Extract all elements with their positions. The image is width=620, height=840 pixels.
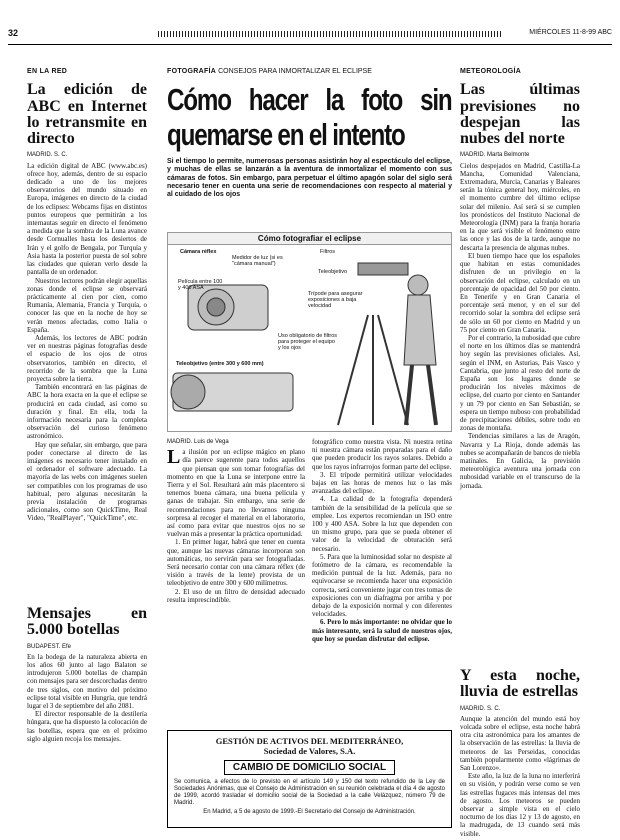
center-column-1 [167, 438, 305, 604]
left-paragraph: Nuestros lectores podrán elegir aquellas zonas donde el eclipse se observará prácticamente al cien por cien, como Rumanía, Alemania, Francia y Turquía, o conocer las que en la noche de hoy se verán menos afectadas, como Italia o España. [27, 276, 147, 334]
right-paragraph: El buen tiempo hace que los españoles que habitan en estas comunidades disfruten de un privilegio en la observación del eclipse, calculado en un porcentaje de opacidad del 50 por ciento. En Tenerife y en Gran Canaria el porcentaje será menor, y en el sur del recorrido solar la sombra del eclipse será de sólo un 60 por ciento en Madrid y un 75 por ciento en Gran Canaria. [460, 251, 580, 334]
tripod-telephoto-shape [358, 263, 408, 275]
label-telephoto: Teleobjetivo [318, 269, 348, 275]
ad-company: GESTIÓN DE ACTIVOS DEL MEDITERRÁNEO, [215, 736, 404, 746]
left-byline: MADRID. S. C. [27, 152, 68, 159]
drop-cap: L [167, 446, 181, 469]
right-paragraph: Aunque la atención del mundo está hoy volcada sobre el eclipse, esta noche habrá otra cita astronómica para los amantes de la observación de las estrellas: la lluvia de meteoros de las Perseidas, conocidas también popularmente como «lágrimas de San Lorenzo». [460, 714, 580, 773]
center-byline: MADRID. Luis de Vega [167, 439, 229, 445]
left-paragraph: La edición digital de ABC (www.abc.es) ofrece hoy, además, dentro de su espacio dedicado a uno de los mejores observatorios del mundo situado en Europa, imágenes en directo de la ciudad de los eclipses: Webcams fijas en distintos puntos europeos que permitirán a los internautas seguir en directo el fenómeno a medida que la sombra de la Luna avance desde Cornualles hasta los desiertos de Irán y el golfo de Bengala, por Turquía y Asia hasta la posterior puesta de sol sobre las ciudades que quieran verlo desde la pantalla de un ordenador. [27, 161, 147, 277]
center-paragraph: 3. El trípode permitirá utilizar velocidades bajas en las horas de menos luz o las más avanzadas del eclipse. [312, 470, 452, 496]
right-headline-2: Y esta noche, lluvia de estrellas [460, 667, 580, 701]
label-filters: Filtros [320, 249, 335, 255]
right-column [460, 68, 580, 490]
ad-signature: En Madrid, a 5 de agosto de 1999.-El Secretario del Consejo de Administración. [203, 809, 416, 815]
person-body-shape [404, 295, 436, 365]
person-leg-shape [428, 365, 436, 425]
header-rule [8, 44, 612, 45]
left-paragraph: Además, los lectores de ABC podrán ver en nuestras páginas fotografías desde el espacio de los ojos de otros observatorios, también en directo, el recorrido de la sombra que la Luna proyecta sobre la tierra. [27, 333, 147, 383]
center-paragraph: fotográfico como nuestra vista. Ni nuestra retina ni nuestra cámara están preparadas para el daño que pueden producir los rayos solares. Debido a que los rayos infrarrojos forman parte del eclipse. [312, 438, 452, 471]
camera-lens-inner-shape [207, 298, 225, 316]
right-byline: MADRID. Marta Belmonte [460, 152, 530, 159]
legal-notice-ad [167, 730, 452, 828]
label-camera: Cámara réflex [180, 249, 217, 255]
center-paragraph: 2. El uso de un filtro de densidad adecuado resulta imprescindible. [167, 587, 305, 604]
center-kicker-line [167, 68, 452, 76]
ad-title: CAMBIO DE DOMICILIO SOCIAL [224, 760, 395, 775]
center-paragraph: 4. La calidad de la fotografía dependerá también de la sensibilidad de la película que se emplee. Los expertos recomiendan un ISO entre 100 y 400 ASA. Sobre la luz que dependen con un mismo grupo, para que se pueda obtener el valor de la velocidad de obturación será necesario. [312, 495, 452, 553]
infographic-title: Cómo fotografiar el eclipse [168, 233, 451, 245]
left-paragraph: En la bodega de la naturaleza abierta en los años 60 junto al lago Balaton se introdujeron 5.000 botellas de champán con mensajes para ser descorchadas dentro de tres siglos, con motivo del próximo eclipse total visible en Hungría, que tendrá lugar el 3 de septiembre del año 2081. [27, 652, 147, 711]
label-meter: Medidor de luz (si es "cámara manual") [232, 255, 283, 268]
center-paragraph: 5. Para que la luminosidad solar no despiste al fotómetro de la cámara, es recomendable la medición puntual de la luz. Además, para no equivocarse se recomienda hacer una exposición correcta, será conveniente jugar con tres tomas de exposiciones con un diafragma por arriba y por debajo de la exposición normal y con diferentes velocidades. [312, 552, 452, 619]
center-top [167, 68, 452, 199]
ad-company-type: Sociedad de Valores, S.A. [263, 746, 356, 756]
right-paragraph: Este año, la luz de la luna no interferirá en su visión, y podrán verse como se ven las estrellas fugaces más intensas del mes de agosto. Los meteoros se pueden observar a simple vista en el cielo nocturno de los días 12 y 13 de agosto, en la madrugada, de 13 cuando será más visible. [460, 772, 580, 838]
left-paragraph: También encontrará en las páginas de ABC la hora exacta en la que el eclipse se producirá en cada ciudad, así como su duración y final. En ella, toda la información necesaria para la completa observación del curioso fenómeno astronómico. [27, 383, 147, 441]
header-band [158, 31, 502, 37]
right-kicker: METEOROLOGÍA [460, 68, 522, 75]
right-paragraph: Por el contrario, la nubosidad que cubre el norte en los últimos días se mantendrá hoy según las previsiones oficiales. Así, según el INM, en Asturias, País Vasco y Cantabria, que junto al resto del norte de España son los lugares donde se producirán los niveles máximos de eclipse, del cuarto por ciento en Santander y un 79 por ciento en San Sebastián, se espera un tiempo nuboso con probabilidad de precipitaciones débiles, sobre todo en zonas de montaña. [460, 333, 580, 433]
telephoto-front-shape [171, 375, 205, 409]
label-telephoto-range: Teleobjetivo (entre 300 y 600 mm) [176, 361, 264, 367]
center-paragraph: a ilusión por un eclipse mágico en plano día parece sugerente para todos aquellos que piensan que son tomar fotografías del momento en que la Luna se interpone entre la Tierra y el Sol. Resultará aún más placentero si tenemos buena cámara, una buena película y ganas de trabajar. Sin embargo, una serie de recomendaciones para no llevarnos ninguna sorpresa al recoger el material en el laboratorio, así como para evitar que nuestros ojos no se vuelvan más a presentar la práctica oportunidad. [167, 448, 305, 539]
left-column [27, 68, 147, 523]
label-filter-required: Uso obligatorio de filtros para proteger el equipo y los ojos [278, 333, 338, 352]
page-number: 32 [8, 28, 19, 38]
center-paragraph: 1. En primer lugar, habrá que tener en cuenta que, aunque las nuevas cámaras incorporan son automáticas, no servirán para ser fotografiadas. Será necesario contar con una cámara réflex (de visión a través de la lente) provista de un teleobjetivo de entre 300 y 600 milímetros. [167, 538, 305, 588]
page-date: MIÉRCOLES 11-8-99 ABC [529, 29, 612, 36]
center-lead: Si el tiempo lo permite, numerosas personas asistirán hoy al espectáculo del eclipse, y muchas de ellas se lanzarán a la aventura de inmortalizar el momento con sus cámaras de fotos. Sin embargo, para perpetuar el último apagón solar del siglo será necesario tener en cuenta una serie de recomendaciones con respecto al material y al cuidado de los ojos [167, 158, 452, 199]
label-film: Película entre 100 y 400 ASA [178, 279, 223, 292]
eclipse-infographic [167, 232, 452, 432]
person-leg-shape [406, 365, 412, 425]
page-header [8, 28, 612, 42]
center-paragraph: 6. Pero lo más importante: no olvidar que lo más interesante, será la salud de nuestros ojos, que hoy se puedan disfrutar del eclipse. [312, 618, 452, 643]
tripod-leg [338, 315, 368, 425]
right-byline-2: MADRID. S. C. [460, 705, 501, 712]
left-headline: La edición de ABC en Internet lo retransmite en directo [27, 81, 147, 148]
right-headline: Las últimas previsiones no despejan las nubes del norte [460, 81, 580, 148]
left-headline-2: Mensajes en 5.000 botellas [27, 605, 147, 639]
left-paragraph: El director responsable de la destilería húngara, que ha dispuesto la colocación de las botellas, espera que en el próximo siglo alguien recoja los mensajes. [27, 710, 147, 743]
right-paragraph: Tendencias similares a las de Aragón, Navarra y La Rioja, donde además las nubes se acompañarán de bancos de niebla matinales. En Galicia, la previsión meteorológica aventura una jornada con nubosidad variable en el transcurso de la jornada. [460, 432, 580, 490]
center-kicker-tail: CONSEJOS PARA INMORTALIZAR EL ECLIPSE [218, 68, 372, 75]
left-kicker: EN LA RED [27, 68, 68, 75]
center-headline: Cómo hacer la foto sin quemarse en el intento [167, 82, 452, 153]
center-kicker: FOTOGRAFÍA [167, 68, 217, 75]
person-head-shape [408, 275, 428, 295]
left-column-2 [27, 606, 147, 743]
right-column-2 [460, 668, 580, 838]
left-paragraph: Hay que señalar, sin embargo, que para poder conectarse al directo de las imágenes es necesario tener instalado en el ordenador el software adecuado. La mayoría de las webs con imágenes suelen ser compatibles con los programas de uso habitual, pero algunas necesitarán la previa instalación de programas adicionales, como son QuickTime, Real Video, "RealPlayer", "QuickTime", etc. [27, 440, 147, 523]
ad-body: Se comunica, a efectos de lo previsto en el artículo 149 y 150 del texto refundido de la Ley de Sociedades Anónimas, que el Consejo de Administración en su reunión celebrada el día 4 de agosto de 1999, acordó trasladar el domicilio social de la Sociedad a la calle Velázquez, número 79 de Madrid. [174, 779, 445, 806]
center-column-2 [312, 438, 452, 643]
tripod-leg [378, 315, 408, 425]
left-byline-2: BUDAPEST. Efe [27, 643, 72, 650]
right-paragraph: Cielos despejados en Madrid, Castilla-La Mancha, Comunidad Valenciana, Extremadura, Murcia, Canarias y Baleares serán la tónica general hoy, miércoles, en el momento cumbre del último eclipse solar del milenio. Así será si se cumplen los pronósticos del Instituto Nacional de Meteorología (INM) para la franja horaria en la que será visible el fenómeno entre las once y las dos de la tarde, aunque no descarta la presencia de algunas nubes. [460, 161, 580, 252]
label-tripod: Trípode para asegurar exposiciones a baja velocidad [308, 291, 363, 310]
